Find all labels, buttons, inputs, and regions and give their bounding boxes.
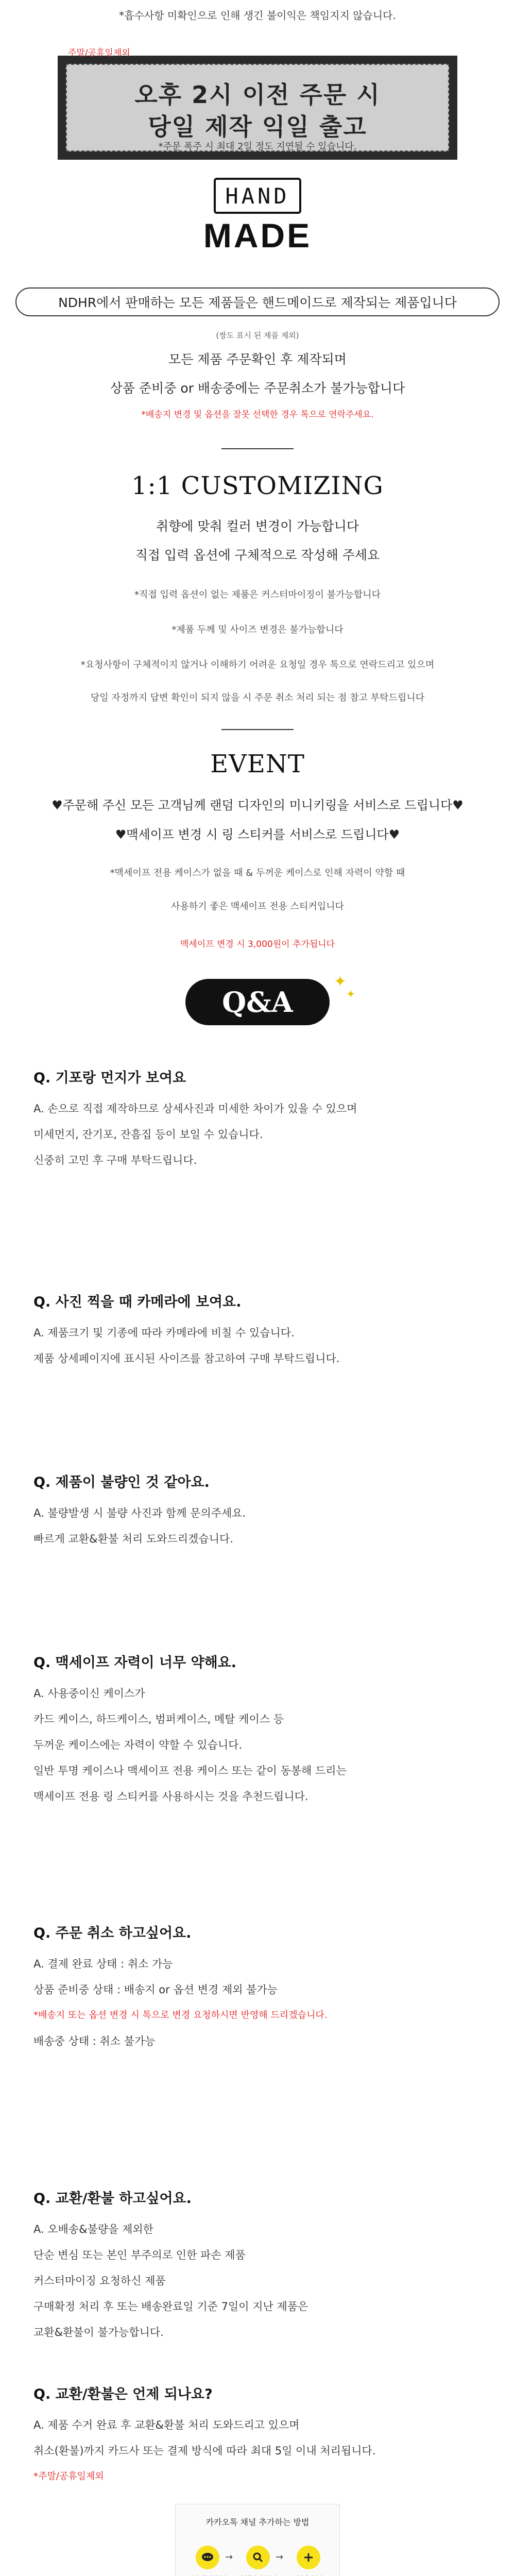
qa-answer-line: *주말/공휴일제외 — [33, 2471, 104, 2482]
qa-answer-line: A. 불량발생 시 불량 사진과 함께 문의주세요. — [33, 1507, 246, 1519]
qa-answer-line: 상품 준비중 상태 : 배송지 or 옵션 변경 제외 불가능 — [33, 1984, 278, 1996]
customizing-note-1: *직접 입력 옵션이 없는 제품은 커스터마이징이 불가능합니다 — [134, 589, 381, 600]
customizing-line-2: 직접 입력 옵션에 구체적으로 작성해 주세요 — [135, 548, 380, 563]
kakao-card-title: 카카오톡 채널 추가하는 방법 — [205, 2517, 310, 2527]
customizing-title: 1:1 CUSTOMIZING — [131, 471, 384, 500]
qa-answer-line: 배송중 상태 : 취소 불가능 — [33, 2035, 156, 2047]
banner-line-1: 오후 2시 이전 주문 시 — [134, 81, 381, 109]
intro-red-note: *배송지 변경 및 옵션을 잘못 선택한 경우 톡으로 연락주세요. — [141, 410, 374, 420]
qa-answer-line: *배송지 또는 옵션 변경 시 톡으로 변경 요청하시면 반영해 드리겠습니다. — [33, 2010, 328, 2021]
qa-answer-line: A. 손으로 직접 제작하므로 상세사진과 미세한 차이가 있을 수 있으며 — [33, 1103, 357, 1115]
event-title: EVENT — [210, 750, 305, 778]
handmade-logo-bottom: MADE — [203, 216, 312, 255]
handmade-notice-pill: NDHR에서 판매하는 모든 제품들은 핸드메이드로 제작되는 제품입니다 — [15, 287, 500, 316]
qa-answer-line: 취소(환불)까지 카드사 또는 결제 방식에 따라 최대 5일 이내 처리됩니다. — [33, 2445, 376, 2457]
customizing-note-4: 당일 자정까지 답변 확인이 되지 않을 시 주문 취소 처리 되는 점 참고 부탁드립니다 — [90, 692, 425, 703]
qa-question: Q. 사진 찍을 때 카메라에 보여요. — [33, 1294, 242, 1310]
qa-answer-line: A. 제품크기 및 기종에 따라 카메라에 비칠 수 있습니다. — [33, 1327, 295, 1339]
arrow-right-icon: → — [276, 2552, 284, 2563]
qa-answer-line: 두꺼운 케이스에는 자력이 약할 수 있습니다. — [33, 1739, 243, 1751]
banner-line-2: 당일 제작 익일 출고 — [148, 113, 367, 141]
banner-tag: 주말/공휴일제외 — [68, 48, 130, 58]
qa-answer-line: 커스터마이징 요청하신 제품 — [33, 2275, 166, 2287]
qa-answer-line: 제품 상세페이지에 표시된 사이즈를 참고하여 구매 부탁드립니다. — [33, 1352, 340, 1365]
qa-badge: Q&A — [185, 979, 330, 1025]
qa-answer-line: 맥세이프 전용 링 스티커를 사용하시는 것을 추천드립니다. — [33, 1790, 308, 1803]
chat-bubble-icon — [196, 2546, 219, 2569]
event-line-1: ♥주문해 주신 모든 고객님께 랜덤 디자인의 미니키링을 서비스로 드립니다♥ — [52, 798, 464, 812]
sparkle-icon: ✦ — [334, 973, 347, 991]
handmade-logo — [203, 178, 312, 255]
qa-question: Q. 제품이 불량인 것 같아요. — [33, 1475, 210, 1490]
qa-question: Q. 주문 취소 하고싶어요. — [33, 1925, 192, 1941]
qa-question: Q. 기포랑 먼지가 보여요 — [33, 1070, 186, 1086]
customizing-note-2: *제품 두께 및 사이즈 변경은 불가능합니다 — [171, 624, 344, 635]
qa-answer-line: 신중히 고민 후 구매 부탁드립니다. — [33, 1154, 197, 1166]
section-divider — [221, 448, 294, 449]
top-notice: *흡수사항 미확인으로 인해 생긴 불이익은 책임지지 않습니다. — [119, 9, 396, 22]
qa-answer-line: 미세먼지, 잔기포, 잔흠집 등이 보일 수 있습니다. — [33, 1128, 263, 1141]
event-note-1: *맥세이프 전용 케이스가 없을 때 & 두꺼운 케이스로 인해 자력이 약할 때 — [110, 868, 405, 878]
arrow-right-icon: → — [225, 2552, 233, 2563]
qa-answer-line: A. 제품 수거 완료 후 교환&환불 처리 도와드리고 있으며 — [33, 2419, 300, 2431]
qa-answer-line: A. 오배송&불량을 제외한 — [33, 2223, 153, 2235]
qa-answer-line: 단순 변심 또는 본인 부주의로 인한 파손 제품 — [33, 2249, 246, 2261]
qa-answer-line: A. 사용중이신 케이스가 — [33, 1687, 145, 1700]
event-note-2: 사용하기 좋은 맥세이프 전용 스티커입니다 — [171, 901, 344, 912]
event-red-note: 맥세이프 변경 시 3,000원이 추가됩니다 — [180, 939, 335, 950]
qa-answer-line: 카드 케이스, 하드케이스, 범퍼케이스, 메탈 케이스 등 — [33, 1713, 284, 1725]
qa-answer-line: A. 결제 완료 상태 : 취소 가능 — [33, 1958, 173, 1970]
banner-line-3: *주문 폭주 시 최대 2일 정도 지연될 수 있습니다. — [158, 141, 357, 152]
intro-line-2: 상품 준비중 or 배송중에는 주문취소가 불가능합니다 — [110, 381, 405, 396]
customizing-line-1: 취향에 맞춰 컬러 변경이 가능합니다 — [156, 519, 359, 534]
handmade-logo-top: HAND — [214, 178, 301, 214]
qa-question: Q. 교환/환불은 언제 되나요? — [33, 2386, 213, 2402]
sparkle-icon: ✦ — [346, 988, 356, 1001]
kakao-channel-card — [175, 2504, 340, 2576]
intro-line-1: 모든 제품 주문확인 후 제작되며 — [168, 352, 347, 367]
kakao-steps — [193, 2546, 323, 2576]
shipping-banner — [58, 48, 457, 160]
intro-small-note: (쌍도 표시 된 제품 제외) — [216, 331, 299, 340]
qa-question: Q. 맥세이프 자력이 너무 약해요. — [33, 1655, 237, 1671]
qa-answer-line: 빠르게 교환&환불 처리 도와드리겠습니다. — [33, 1533, 233, 1545]
customizing-note-3: *요청사항이 구체적이지 않거나 이해하기 어려운 요청일 경우 톡으로 연락드리고 있으며 — [80, 659, 435, 670]
qa-answer-line: 일반 투명 케이스나 맥세이프 전용 케이스 또는 같이 동봉해 드리는 — [33, 1765, 347, 1777]
section-divider — [221, 729, 294, 730]
qa-answer-line: 구매확정 처리 후 또는 배송완료일 기준 7일이 지난 제품은 — [33, 2300, 308, 2313]
event-line-2: ♥맥세이프 변경 시 링 스티커를 서비스로 드립니다♥ — [115, 827, 400, 842]
qa-answer-line: 교환&환불이 불가능합니다. — [33, 2326, 164, 2338]
search-icon — [246, 2546, 270, 2569]
banner-inner — [66, 64, 449, 151]
qa-question — [33, 2573, 196, 2576]
plus-icon — [297, 2546, 320, 2569]
qa-question: Q. 교환/환불 하고싶어요. — [33, 2191, 192, 2207]
